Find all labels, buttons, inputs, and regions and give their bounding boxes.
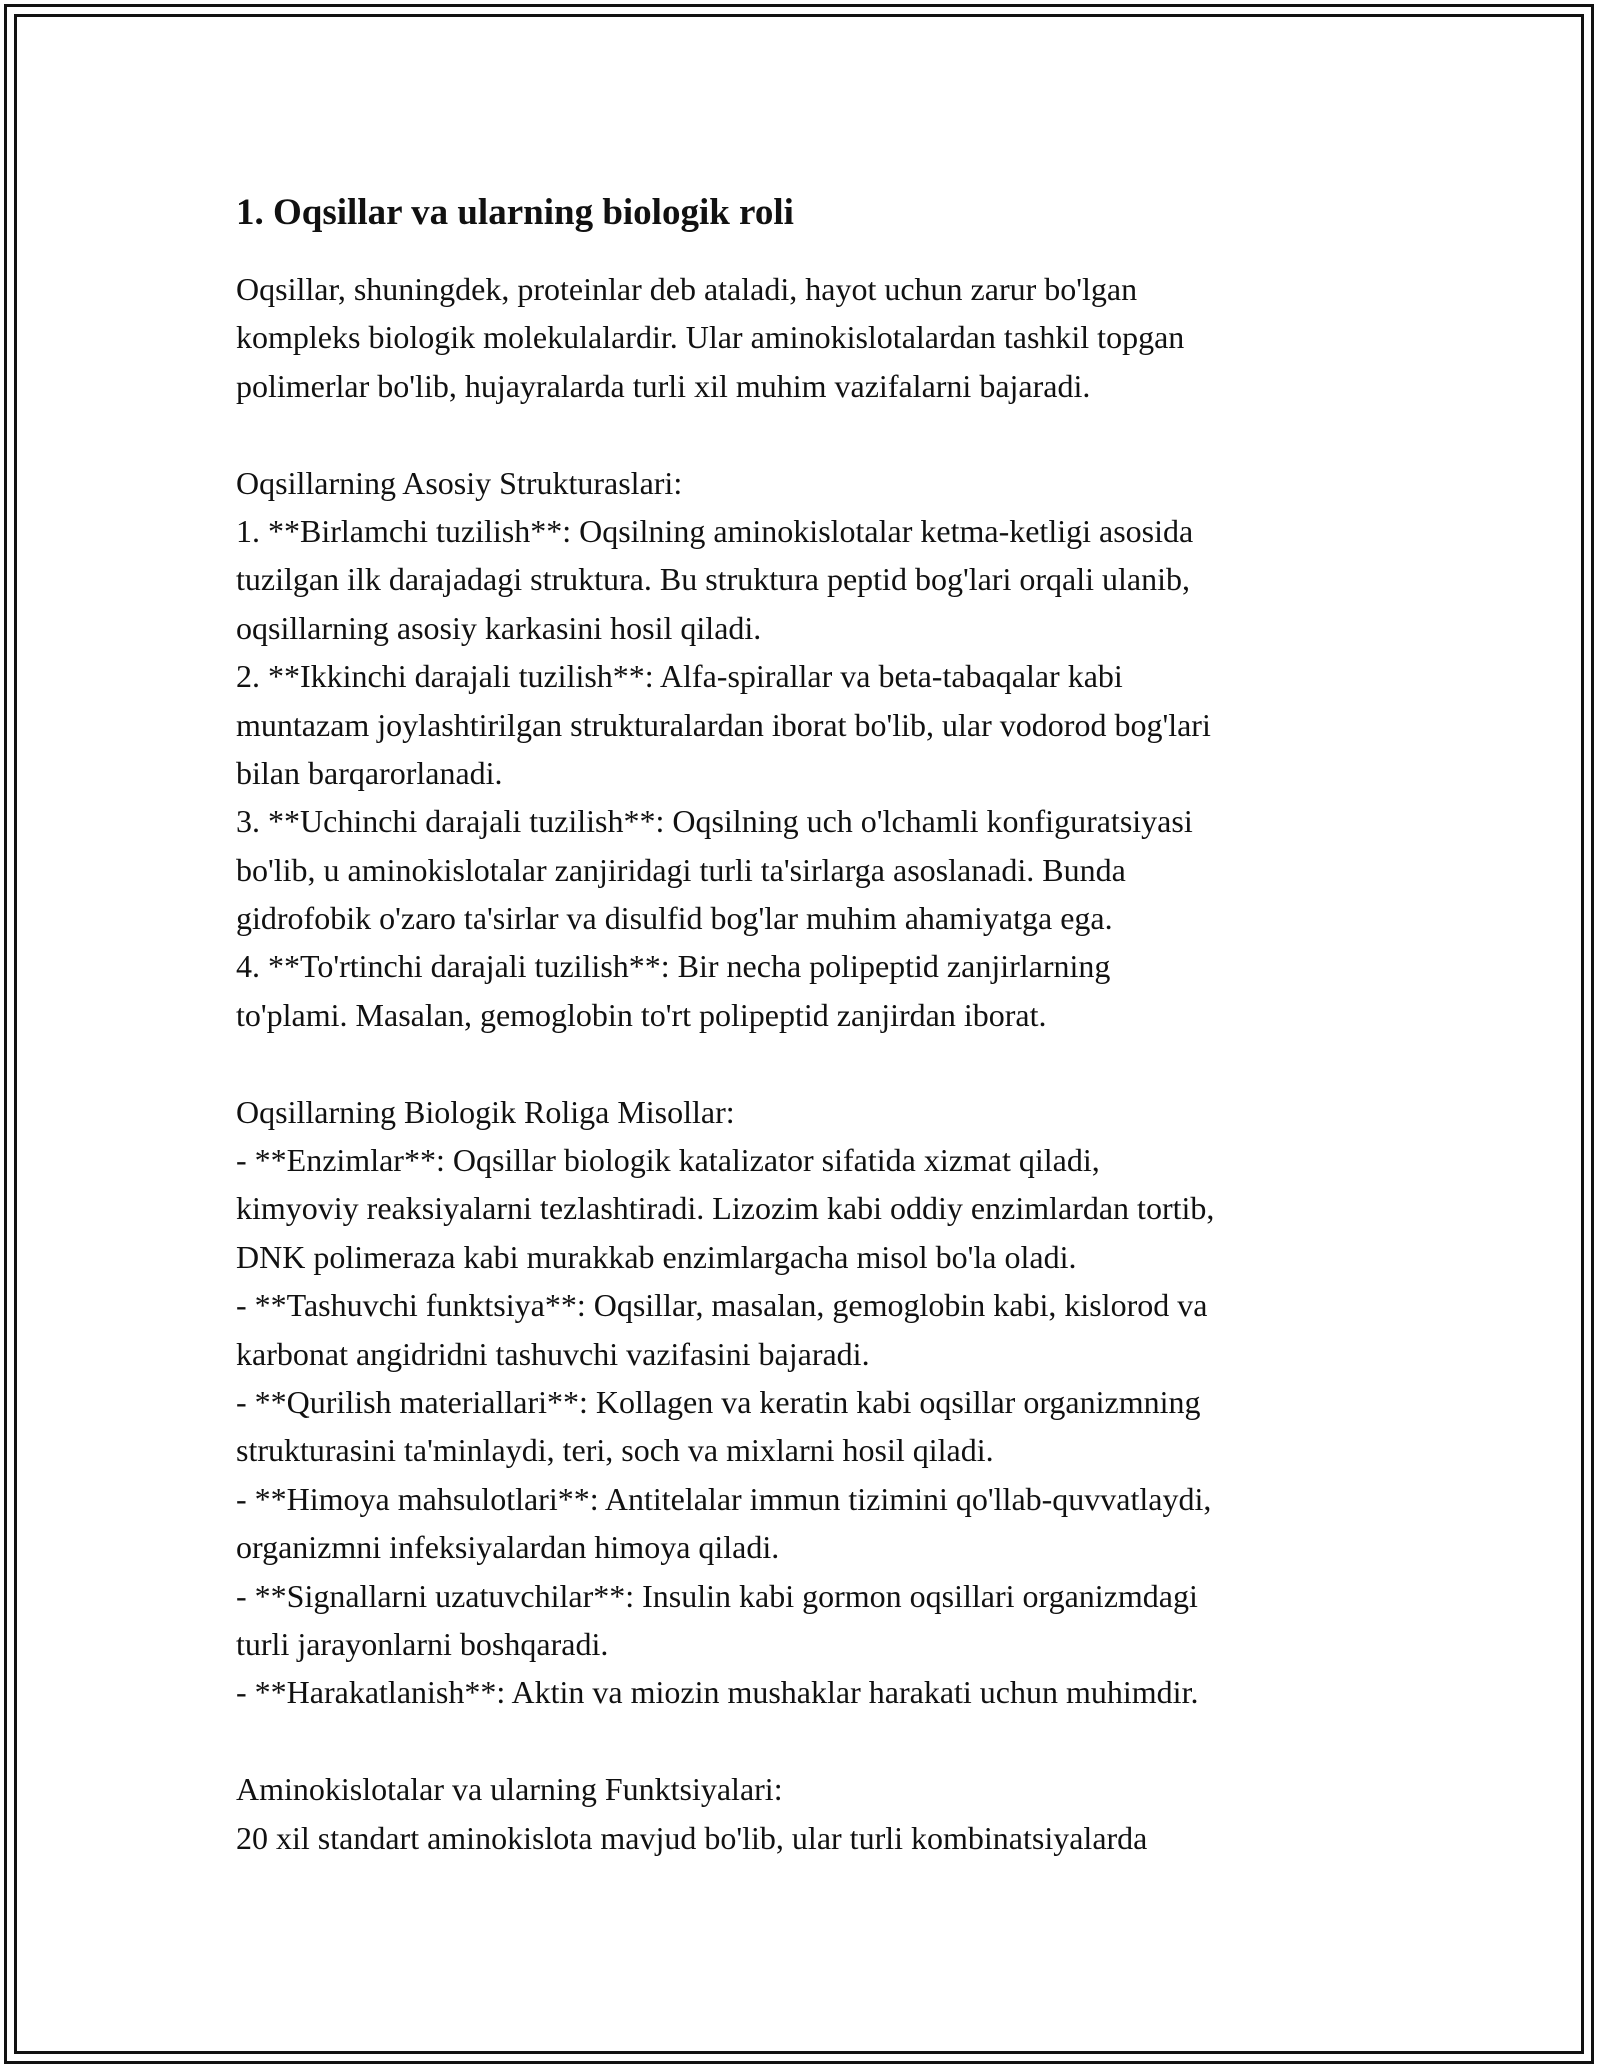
subheading-roles: Oqsillarning Biologik Roliga Misollar: [236,1093,735,1130]
list-item-text: - **Signallarni uzatuvchilar**: Insulin kabi gormon oqsillari organizmdagi [236,1577,1198,1614]
list-item-text: 2. **Ikkinchi darajali tuzilish**: Alfa-spirallar va beta-tabaqalar kabi [236,658,1123,695]
text-line: kompleks biologik molekulalardir. Ular aminokislotalardan tashkil topgan [236,319,1185,356]
paragraph-gap [236,1039,1396,1087]
paragraph-structures [236,459,1396,1040]
paragraph-intro [236,265,1396,410]
paragraph-amino-acids [236,1765,1396,1862]
list-item-text: - **Qurilish materiallari**: Kollagen va keratin kabi oqsillar organizmning [236,1383,1201,1420]
list-item-text: turli jarayonlarni boshqaradi. [236,1625,609,1662]
list-item-text: 4. **To'rtinchi darajali tuzilish**: Bir necha polipeptid zanjirlarning [236,948,1111,985]
list-item-text: karbonat angidridni tashuvchi vazifasini bajaradi. [236,1335,870,1372]
list-item-text: 1. **Birlamchi tuzilish**: Oqsilning aminokislotalar ketma-ketligi asosida [236,512,1194,549]
subheading-amino-acids: Aminokislotalar va ularning Funktsiyalari: [236,1771,783,1808]
list-item-text: bo'lib, u aminokislotalar zanjiridagi turli ta'sirlarga asoslanadi. Bunda [236,851,1126,888]
paragraph-roles [236,1088,1396,1717]
list-item-text: kimyoviy reaksiyalarni tezlashtiradi. Lizozim kabi oddiy enzimlardan tortib, [236,1190,1215,1227]
document-body [236,186,1396,1862]
list-item-text: strukturasini ta'minlaydi, teri, soch va mixlarni hosil qiladi. [236,1432,994,1469]
list-item-text: - **Himoya mahsulotlari**: Antitelalar immun tizimini qo'llab-quvvatlaydi, [236,1480,1212,1517]
text-line: polimerlar bo'lib, hujayralarda turli xil muhim vazifalarni bajaradi. [236,367,1091,404]
paragraph-gap [236,410,1396,458]
text-line: Oqsillar, shuningdek, proteinlar deb ataladi, hayot uchun zarur bo'lgan [236,271,1138,307]
list-item-text: - **Tashuvchi funktsiya**: Oqsillar, masalan, gemoglobin kabi, kislorod va [236,1287,1208,1324]
list-item-text: gidrofobik o'zaro ta'sirlar va disulfid bog'lar muhim ahamiyatga ega. [236,900,1113,937]
paragraph-gap [236,1717,1396,1765]
list-item-text: DNK polimeraza kabi murakkab enzimlargacha misol bo'la oladi. [236,1238,1077,1275]
list-item-text: tuzilgan ilk darajadagi struktura. Bu struktura peptid bog'lari orqali ulanib, [236,561,1190,598]
list-item-text: oqsillarning asosiy karkasini hosil qiladi. [236,609,762,646]
list-item-text: organizmni infeksiyalardan himoya qiladi. [236,1529,780,1566]
list-item-text: bilan barqarorlanadi. [236,754,503,791]
list-item-text: - **Enzimlar**: Oqsillar biologik katalizator sifatida xizmat qiladi, [236,1142,1100,1179]
list-item-text: - **Harakatlanish**: Aktin va miozin mushaklar harakati uchun muhimdir. [236,1674,1199,1711]
text-line: 20 xil standart aminokislota mavjud bo'lib, ular turli kombinatsiyalarda [236,1819,1148,1856]
list-item-text: 3. **Uchinchi darajali tuzilish**: Oqsilning uch o'lchamli konfiguratsiyasi [236,803,1193,840]
subheading-structures: Oqsillarning Asosiy Strukturaslari: [236,464,683,501]
list-item-text: to'plami. Masalan, gemoglobin to'rt polipeptid zanjirdan iborat. [236,996,1047,1033]
list-item-text: muntazam joylashtirilgan strukturalardan iborat bo'lib, ular vodorod bog'lari [236,706,1211,743]
section-title: 1. Oqsillar va ularning biologik roli [236,192,794,233]
